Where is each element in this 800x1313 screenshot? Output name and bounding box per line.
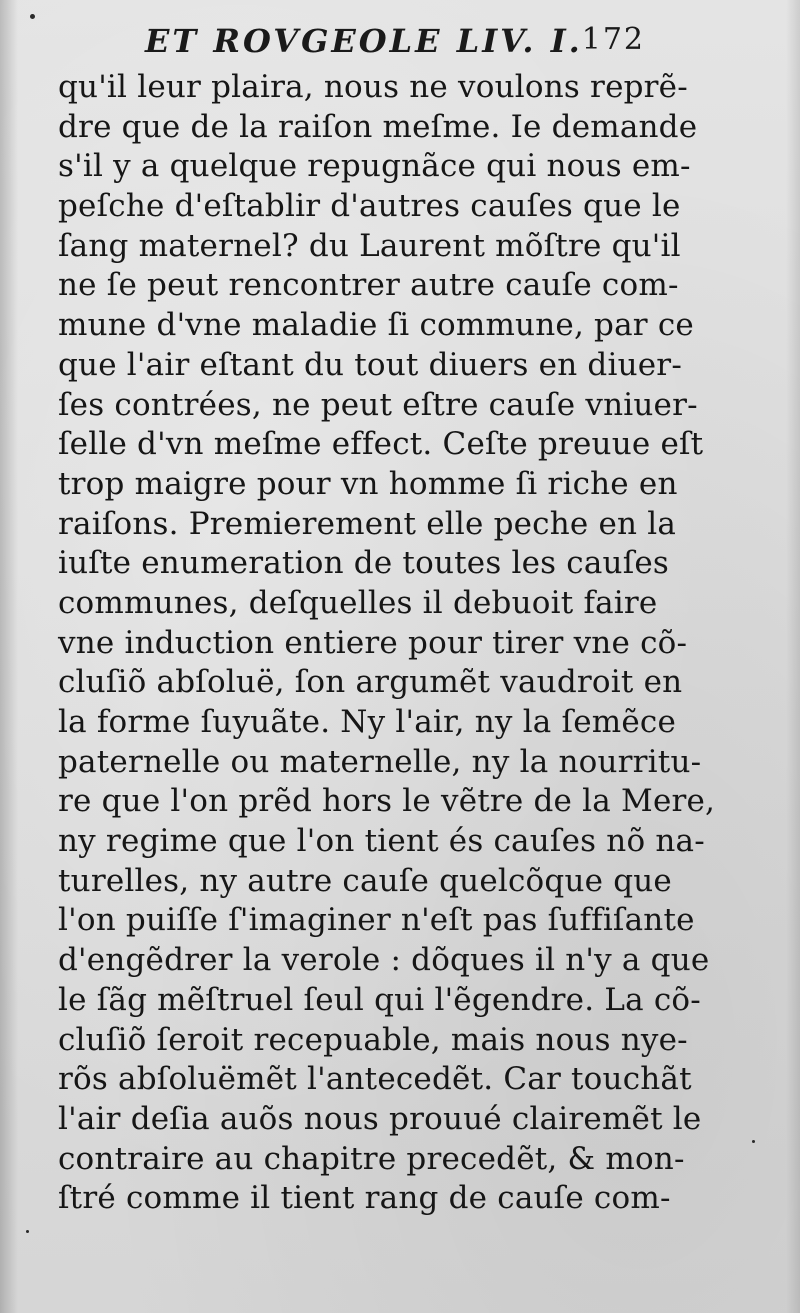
- text-line: communes, deſquelles il debuoit faire: [58, 584, 658, 621]
- text-line: ny regime que l'on tient és cauſes nõ na-: [58, 823, 705, 860]
- text-line: ſang maternel? du Laurent mõſtre qu'il: [58, 227, 681, 264]
- page-number: 172: [581, 22, 645, 57]
- ink-speck: [26, 1230, 29, 1233]
- page-header: [60, 16, 645, 66]
- text-line: raiſons. Premierement elle peche en la: [58, 505, 677, 542]
- text-line: ne ſe peut rencontrer autre cauſe com-: [58, 267, 679, 304]
- text-line: ſtré comme il tient rang de cauſe com-: [58, 1180, 671, 1217]
- text-line: cluſiõ abſoluë, ſon argumẽt vaudroit en: [58, 664, 683, 701]
- text-line: ſes contrées, ne peut eſtre cauſe vniuer-: [58, 386, 698, 423]
- text-line: s'il y a quelque repugnãce qui nous em-: [58, 148, 691, 185]
- text-line: qu'il leur plaira, nous ne voulons reprẽ-: [58, 69, 688, 105]
- text-line: paternelle ou maternelle, ny la nourritu-: [58, 743, 702, 780]
- text-line: l'air deſia auõs nous prouué clairemẽt le: [58, 1100, 702, 1137]
- text-line: re que l'on prẽd hors le vẽtre de la Mere,: [58, 783, 716, 820]
- text-line: vne induction entiere pour tirer vne cõ-: [58, 624, 688, 661]
- text-line: ſelle d'vn meſme effect. Ceſte preuue eſt: [58, 426, 704, 463]
- text-line: turelles, ny autre cauſe quelcõque que: [58, 862, 672, 899]
- text-line: l'on puiſſe ſ'imaginer n'eſt pas ſuffiſante: [58, 902, 695, 939]
- text-line: iuſte enumeration de toutes les cauſes: [58, 545, 670, 582]
- text-line: la forme ſuyuãte. Ny l'air, ny la ſemẽce: [58, 704, 677, 740]
- text-line: le ſãg mẽſtruel ſeul qui l'ẽgendre. La cõ-: [58, 981, 701, 1018]
- text-line: cluſiõ ſeroit recepuable, mais nous nye-: [58, 1021, 688, 1058]
- body-text: [58, 68, 716, 1219]
- text-line: contraire au chapitre precedẽt, & mon-: [58, 1140, 685, 1177]
- text-line: d'engẽdrer la verole : dõques il n'y a que: [58, 942, 710, 979]
- ink-speck: [30, 14, 35, 19]
- running-title: ET ROVGEOLE LIV. I.: [145, 22, 583, 60]
- text-line: dre que de la raiſon meſme. Ie demande: [58, 108, 698, 145]
- text-line: que l'air eſtant du tout diuers en diuer-: [58, 346, 682, 383]
- text-line: rõs abſoluëmẽt l'antecedẽt. Car touchãt: [58, 1061, 692, 1098]
- text-line: trop maigre pour vn homme ſi riche en: [58, 465, 678, 502]
- text-line: mune d'vne maladie ſi commune, par ce: [58, 307, 694, 344]
- text-line: peſche d'eſtablir d'autres cauſes que le: [58, 188, 681, 225]
- ink-speck: [752, 1140, 755, 1143]
